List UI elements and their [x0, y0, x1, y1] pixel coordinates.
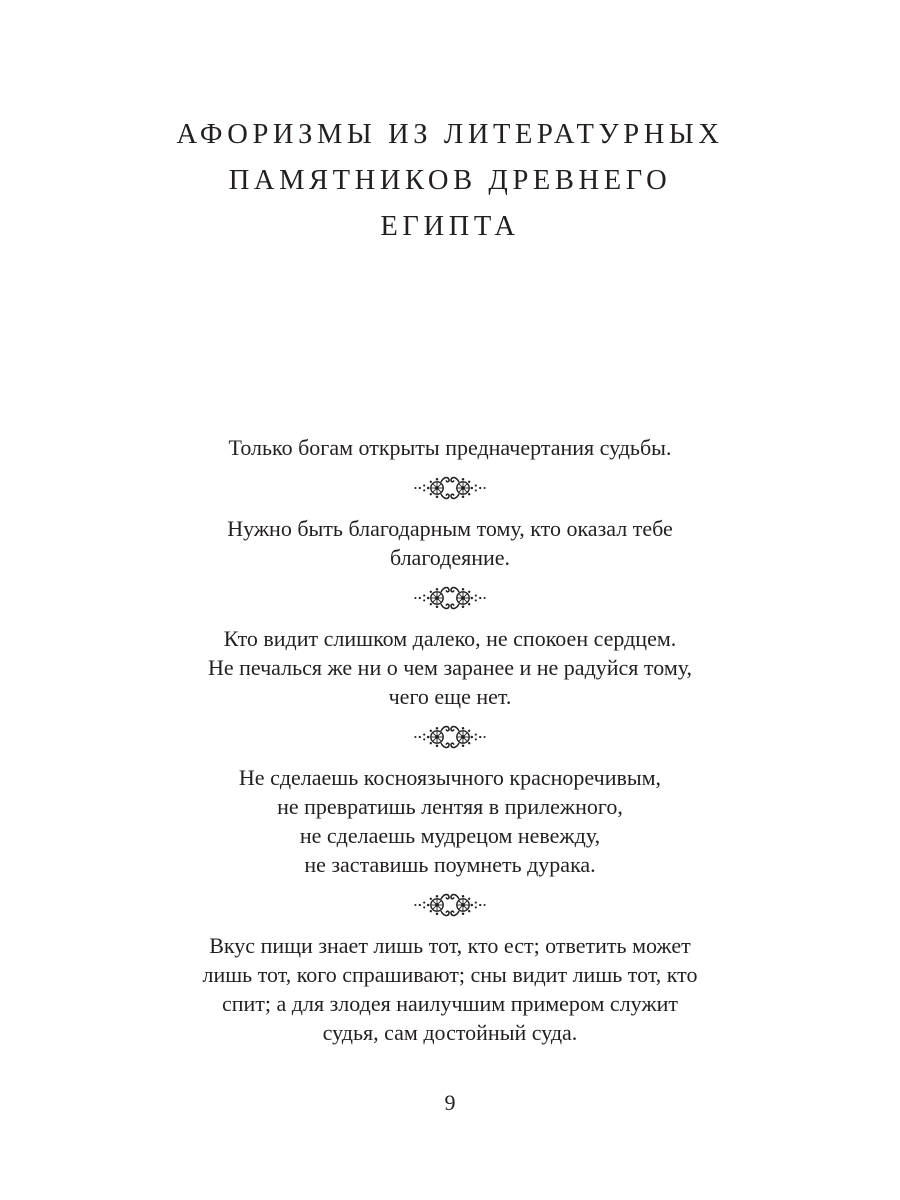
aphorism-list — [0, 433, 900, 1047]
aphorism-line: не превратишь лентяя в прилежного, — [277, 794, 623, 819]
chapter-title-line: ЕГИПТА — [380, 211, 520, 242]
aphorism-line: Кто видит слишком далеко, не спокоен сердцем. — [223, 626, 677, 651]
aphorism-line: благодеяние. — [389, 545, 511, 570]
aphorism-line: не сделаешь мудрецом невежду, — [299, 823, 601, 848]
aphorism — [0, 514, 900, 572]
aphorism-line: лишь тот, кого спрашивают; сны видит лишь тот, кто — [202, 962, 698, 987]
aphorism-line: Только богам открыты предначертания судьбы. — [228, 435, 672, 460]
page-number: 9 — [444, 1090, 456, 1115]
aphorism-line: чего еще нет. — [388, 684, 512, 709]
chapter-title-line: АФОРИЗМЫ ИЗ ЛИТЕРАТУРНЫХ — [176, 119, 724, 150]
aphorism — [0, 624, 900, 711]
ornament-icon — [410, 888, 490, 922]
aphorism-line: Не печалься же ни о чем заранее и не радуйся тому, — [207, 655, 693, 680]
aphorism — [0, 763, 900, 879]
chapter-title-line: ПАМЯТНИКОВ ДРЕВНЕГО — [228, 165, 672, 196]
aphorism — [0, 433, 900, 462]
aphorism-line: не заставишь поумнеть дурака. — [304, 852, 596, 877]
ornament-icon — [410, 581, 490, 615]
ornament-icon — [410, 720, 490, 754]
ornament-icon — [410, 471, 490, 505]
aphorism-line: Вкус пищи знает лишь тот, кто ест; ответить может — [209, 933, 691, 958]
aphorism-line: Нужно быть благодарным тому, кто оказал тебе — [227, 516, 673, 541]
aphorism — [0, 931, 900, 1047]
chapter-title — [0, 112, 900, 250]
aphorism-line: судья, сам достойный суда. — [322, 1020, 578, 1045]
aphorism-line: Не сделаешь косноязычного красноречивым, — [238, 765, 662, 790]
aphorism-line: спит; а для злодея наилучшим примером служит — [222, 991, 678, 1016]
